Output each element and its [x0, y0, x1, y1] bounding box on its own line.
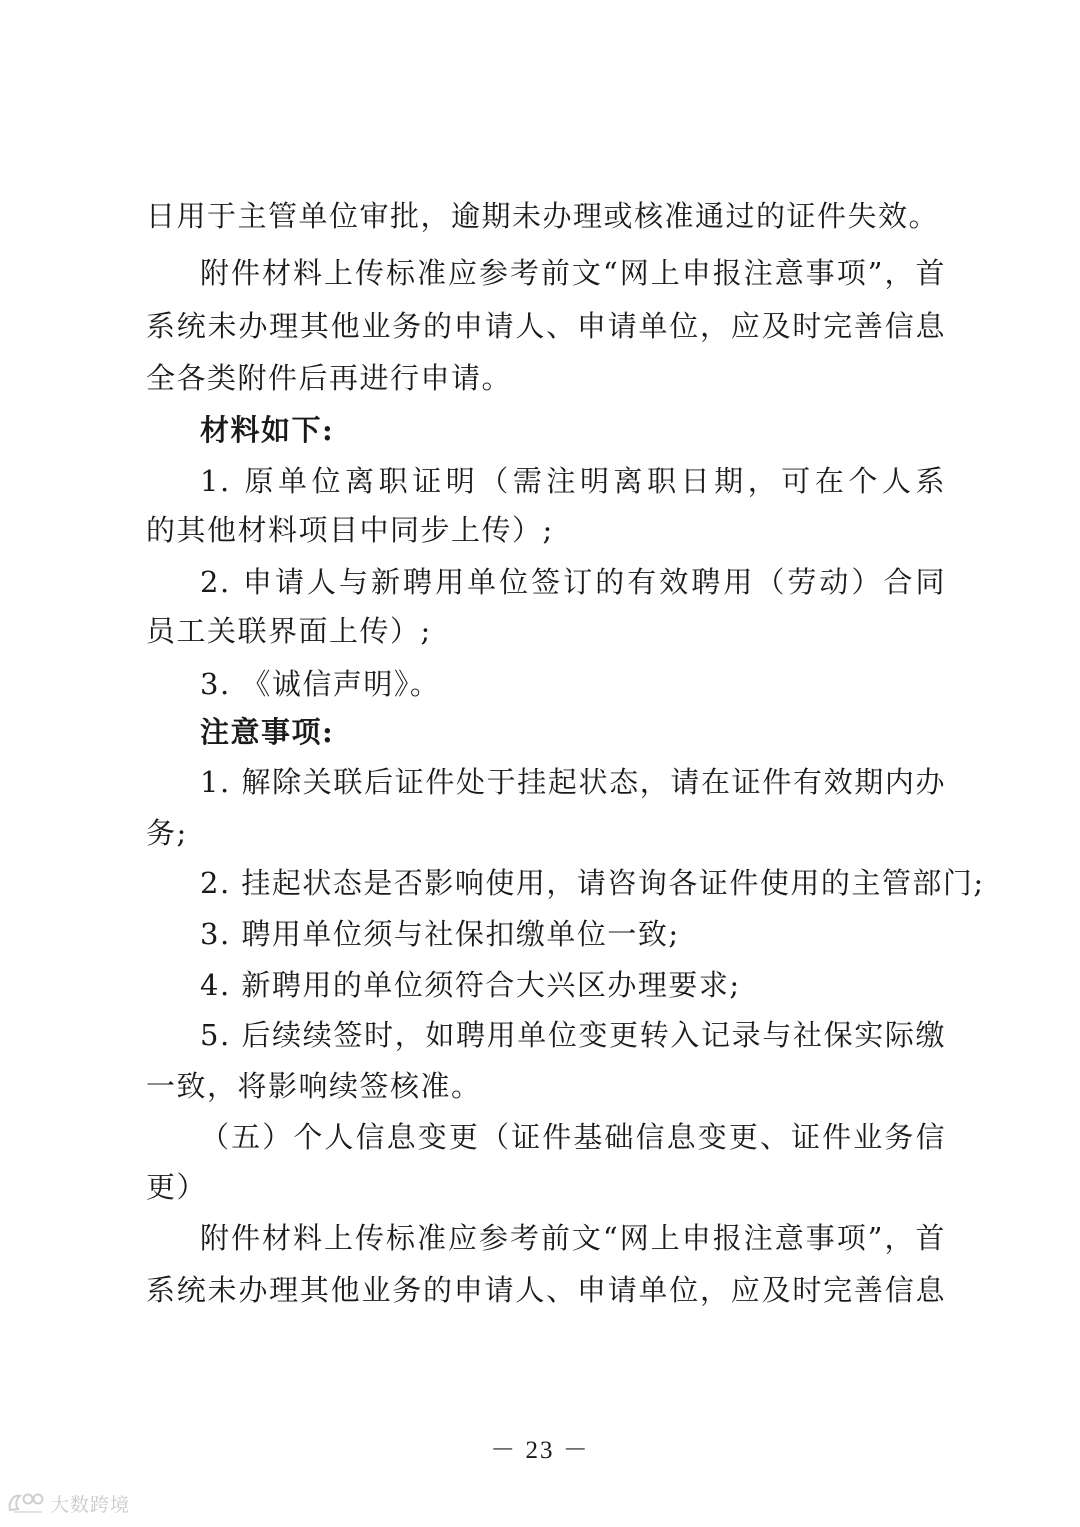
list-item: 2. 挂起状态是否影响使用，请咨询各证件使用的主管部门;	[200, 866, 985, 900]
subsection-heading-continuation: 更）	[146, 1170, 208, 1204]
section-heading: 材料如下:	[200, 413, 335, 447]
subsection-heading: （五）个人信息变更（证件基础信息变更、证件业务信	[200, 1120, 946, 1154]
logo-icon	[6, 1490, 46, 1516]
paragraph-line: 日用于主管单位审批，逾期未办理或核准通过的证件失效。	[146, 199, 940, 233]
paragraph-line: 全各类附件后再进行申请。	[146, 361, 513, 395]
list-item-continuation: 员工关联界面上传）;	[146, 614, 432, 648]
list-item: 3. 聘用单位须与社保扣缴单位一致;	[200, 917, 680, 951]
paragraph-line: 系统未办理其他业务的申请人、申请单位，应及时完善信息	[146, 1273, 946, 1307]
list-item: 1. 解除关联后证件处于挂起状态，请在证件有效期内办	[200, 765, 946, 799]
section-heading: 注意事项:	[200, 715, 335, 749]
list-item-continuation: 的其他材料项目中同步上传）;	[146, 513, 554, 547]
watermark-text: 大数跨境	[50, 1493, 131, 1516]
list-item: 5. 后续续签时，如聘用单位变更转入记录与社保实际缴	[200, 1018, 946, 1052]
list-item-continuation: 一致，将影响续签核准。	[146, 1069, 482, 1103]
list-item: 2. 申请人与新聘用单位签订的有效聘用（劳动）合同	[200, 565, 946, 599]
watermark	[6, 1488, 130, 1518]
paragraph-line: 附件材料上传标准应参考前文“网上申报注意事项”，首	[200, 1221, 946, 1255]
page-number: － 23 －	[490, 1437, 590, 1464]
list-item: 4. 新聘用的单位须符合大兴区办理要求;	[200, 968, 741, 1002]
list-item: 1. 原单位离职证明（需注明离职日期，可在个人系	[200, 464, 946, 498]
list-item-continuation: 务;	[146, 816, 188, 850]
paragraph-line: 附件材料上传标准应参考前文“网上申报注意事项”，首	[200, 256, 946, 290]
list-item: 3. 《诚信声明》。	[200, 667, 441, 701]
paragraph-line: 系统未办理其他业务的申请人、申请单位，应及时完善信息	[146, 309, 946, 343]
